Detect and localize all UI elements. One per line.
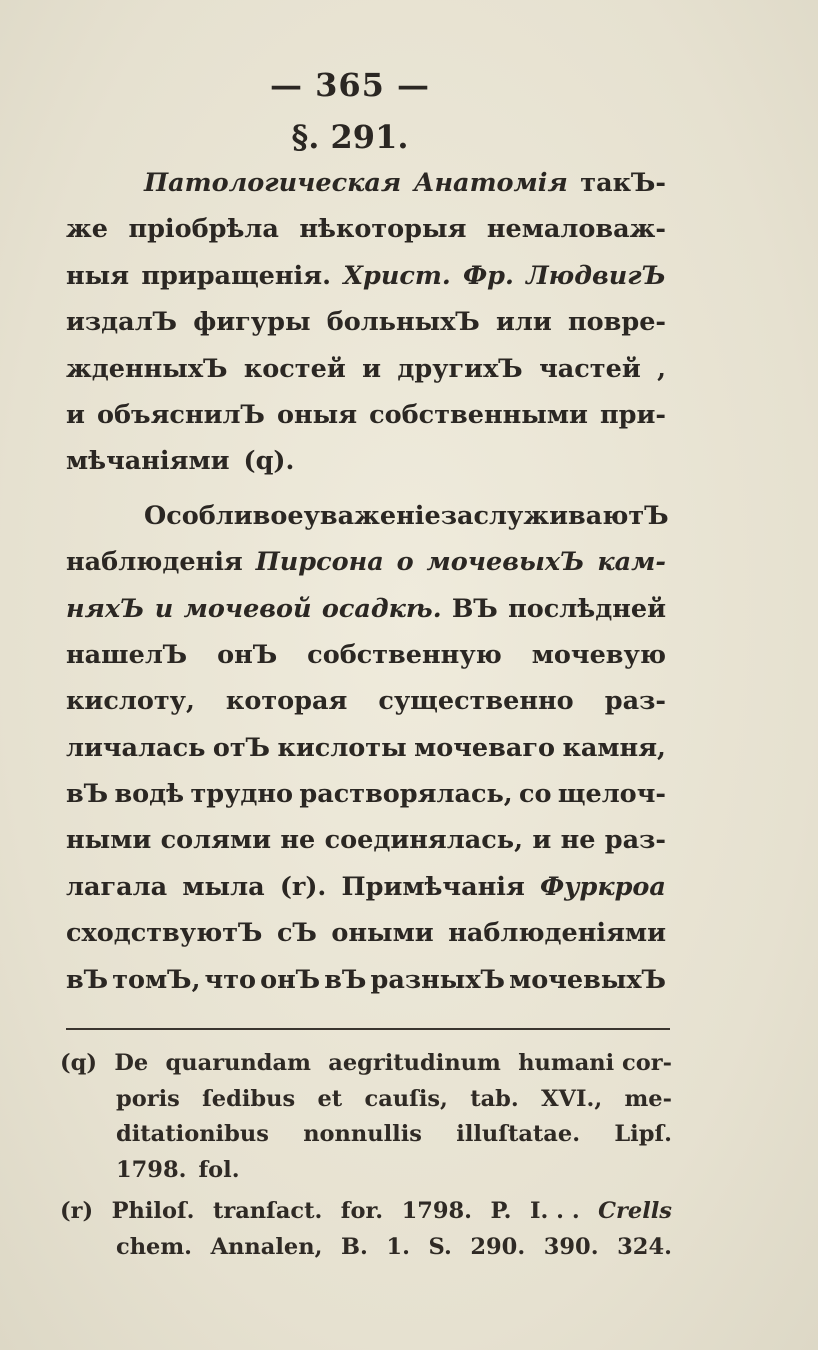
word: жденныхЪ xyxy=(66,353,228,384)
footnote-line xyxy=(60,1230,672,1266)
word: quarundam xyxy=(165,1050,311,1076)
word: не xyxy=(560,825,596,856)
word: частей xyxy=(539,353,641,384)
word: ditationibus xyxy=(116,1121,269,1147)
word: няхЪ xyxy=(66,593,145,624)
text-line xyxy=(66,160,666,206)
word: Фр. xyxy=(462,260,514,291)
footnote-line xyxy=(60,1046,672,1082)
word: мочевой xyxy=(183,593,312,624)
word: объяснилЪ xyxy=(97,399,265,430)
word: личалась xyxy=(66,732,206,763)
word: фигуры xyxy=(193,307,311,338)
footnotes xyxy=(60,1046,672,1265)
word: Crells xyxy=(598,1198,672,1224)
word: poris xyxy=(116,1085,180,1112)
word: пріобрѣла xyxy=(128,214,279,245)
word: мѣчаніями xyxy=(66,446,230,477)
word: ЛюдвигЪ xyxy=(526,260,666,291)
word: me- xyxy=(624,1085,672,1112)
word: нѣкоторыя xyxy=(299,214,467,245)
word: Особливое xyxy=(144,500,304,531)
word: S. xyxy=(428,1233,452,1260)
word: солями xyxy=(160,825,272,856)
word: P. xyxy=(490,1198,512,1224)
word: и xyxy=(362,353,382,384)
word: вЪ xyxy=(66,779,109,810)
text-line xyxy=(66,493,669,539)
text-line xyxy=(66,392,666,438)
word: существенно xyxy=(378,686,574,717)
word: и xyxy=(532,825,552,856)
word: мыла xyxy=(182,871,265,902)
word: при- xyxy=(600,399,666,430)
word: отЪ xyxy=(212,732,271,763)
footnote-divider xyxy=(66,1028,670,1030)
word: другихЪ xyxy=(397,353,523,384)
word: Пирсона xyxy=(255,547,384,578)
word: chem. xyxy=(116,1233,193,1260)
text-line xyxy=(66,864,666,910)
word: nonnullis xyxy=(303,1121,422,1147)
word: или xyxy=(495,307,552,338)
word: вЪ xyxy=(66,964,109,995)
text-line xyxy=(66,817,666,863)
word: (q) xyxy=(60,1050,98,1076)
word: томЪ, xyxy=(112,964,201,995)
text-line xyxy=(66,678,666,724)
word: нашелЪ xyxy=(66,639,188,670)
word: уваженіе xyxy=(303,500,441,531)
word: 1798. xyxy=(116,1156,187,1183)
text-line xyxy=(66,539,666,585)
text-line xyxy=(66,957,666,1003)
footnote-line xyxy=(60,1194,672,1230)
word: сЪ xyxy=(276,918,317,949)
word: tranſact. xyxy=(212,1198,323,1224)
text-line xyxy=(66,253,666,299)
word: ВЪ xyxy=(451,593,498,624)
word: что xyxy=(204,964,257,995)
word: послѣдней xyxy=(508,593,666,624)
word: aegritudinum xyxy=(328,1050,501,1076)
word: и xyxy=(66,399,85,430)
word: камня, xyxy=(562,732,666,763)
word: мочевую xyxy=(531,639,666,670)
word: мочевыхЪ xyxy=(426,547,585,578)
word: ſedibus xyxy=(202,1085,296,1112)
word: (r). xyxy=(279,871,327,902)
word: ными xyxy=(66,825,152,856)
word: щелоч- xyxy=(557,779,666,810)
word: XVI., xyxy=(541,1085,603,1112)
word: 324. xyxy=(617,1233,672,1260)
word: собственными xyxy=(369,399,588,430)
word: Патологическая xyxy=(144,168,402,198)
word: соединялась, xyxy=(324,825,523,856)
footnote-line xyxy=(60,1117,672,1153)
word: немаловаж- xyxy=(486,214,666,245)
paragraph xyxy=(66,493,669,1003)
text-line xyxy=(66,771,666,817)
word: больныхЪ xyxy=(326,307,480,338)
word: онЪ xyxy=(260,964,321,995)
footnote xyxy=(60,1194,672,1265)
word: и xyxy=(154,593,174,624)
word: cauſis, xyxy=(364,1085,448,1112)
word: Lipſ. xyxy=(614,1121,672,1147)
text-line xyxy=(66,206,666,252)
word: повре- xyxy=(567,307,666,338)
word: раз- xyxy=(604,686,666,717)
text-line xyxy=(66,725,666,771)
text-line xyxy=(66,910,666,956)
word: , xyxy=(657,353,666,384)
page-number: — 365 — xyxy=(269,66,431,104)
word: Annalen, xyxy=(210,1233,323,1260)
word: Philoſ. xyxy=(111,1198,195,1224)
footnote xyxy=(60,1046,672,1188)
word: которая xyxy=(225,686,348,717)
word: illuſtatae. xyxy=(456,1121,581,1147)
word: трудно xyxy=(190,779,294,810)
word: for. xyxy=(340,1198,384,1224)
word: такЪ- xyxy=(580,168,666,198)
word: приращенія. xyxy=(141,260,331,291)
section-heading: §. 291. xyxy=(291,118,409,156)
word: Фуркроа xyxy=(540,871,666,902)
word: 1. xyxy=(386,1233,410,1260)
word: о xyxy=(396,547,414,578)
word: не xyxy=(280,825,316,856)
word: мочевыхЪ xyxy=(509,964,666,995)
word: оныя xyxy=(276,399,358,430)
word: кам- xyxy=(597,547,666,578)
word: Примѣчанія xyxy=(341,871,525,902)
word: лагала xyxy=(66,871,168,902)
word: издалЪ xyxy=(66,307,178,338)
text-line xyxy=(66,346,666,392)
word: вЪ xyxy=(324,964,367,995)
word: заслуживаютЪ xyxy=(440,500,669,531)
word: fol. xyxy=(198,1156,240,1183)
word: оными xyxy=(331,918,434,949)
word: же xyxy=(66,214,108,245)
word: разныхЪ xyxy=(370,964,505,995)
text-line xyxy=(66,632,666,678)
word: кислоту, xyxy=(66,686,195,717)
word: растворялась, xyxy=(299,779,513,810)
word: осадкѣ. xyxy=(321,593,442,624)
text-line xyxy=(66,586,666,632)
word: De xyxy=(114,1050,149,1076)
word: кислоты xyxy=(277,732,407,763)
word: собственную xyxy=(307,639,502,670)
word: (q). xyxy=(243,446,295,477)
footnote-line xyxy=(60,1153,672,1189)
word: костей xyxy=(243,353,346,384)
word: раз- xyxy=(604,825,666,856)
word: наблюденіями xyxy=(448,918,666,949)
paragraph-gap xyxy=(66,485,666,493)
body-text xyxy=(66,160,669,1003)
word: 390. xyxy=(543,1233,599,1260)
word: (r) xyxy=(60,1198,94,1224)
text-line xyxy=(66,438,666,484)
word: со xyxy=(519,779,552,810)
word: сходствуютЪ xyxy=(66,918,263,949)
word: Анатомія xyxy=(413,168,568,198)
word: 290. xyxy=(470,1233,526,1260)
word: et xyxy=(317,1085,343,1112)
word: tab. xyxy=(470,1085,519,1112)
word: 1798. xyxy=(401,1198,473,1224)
word: humani cor- xyxy=(518,1050,672,1076)
word: I. . . xyxy=(529,1198,580,1224)
text-line xyxy=(66,299,666,345)
word: онЪ xyxy=(217,639,278,670)
paragraph xyxy=(66,160,666,485)
word: наблюденія xyxy=(66,547,243,578)
footnote-line xyxy=(60,1082,672,1118)
word: ныя xyxy=(66,260,130,291)
word: водѣ xyxy=(114,779,185,810)
word: B. xyxy=(340,1233,368,1260)
word: Христ. xyxy=(343,260,451,291)
word: мочеваго xyxy=(414,732,556,763)
